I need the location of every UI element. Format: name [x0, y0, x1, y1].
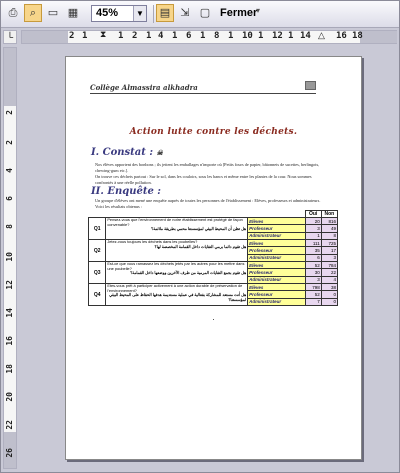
table-row	[89, 218, 338, 225]
section-heading-enquete: II. Enquête :	[91, 186, 161, 197]
ruler-label: 2	[5, 110, 14, 115]
ruler-label: 18	[352, 31, 363, 41]
indent-marker-icon[interactable]: ⧗	[100, 29, 107, 39]
column-header-no: Non	[321, 211, 337, 218]
tab-selector[interactable]: └	[3, 30, 17, 44]
multi-page-icon[interactable]: ▦	[67, 6, 79, 19]
toolbar-separator	[153, 5, 154, 23]
question-text: Est-ce que vous ramassez les déchets jetés par les autres pour les mettre dans une poubelle? هل تقوم بجمع النفايات المرمية من طرف الآخرين ووضعها داخل القمامة؟	[106, 262, 248, 284]
count-yes: 1	[305, 232, 321, 239]
respondent-category: Professeur	[248, 247, 305, 254]
count-yes: 30	[305, 269, 321, 276]
page-header	[90, 83, 316, 94]
respondent-category: Administrateur	[248, 298, 305, 305]
table-row	[89, 240, 338, 247]
ruler-label: 1	[172, 31, 178, 41]
ruler-label: 2	[5, 140, 14, 145]
ruler-label: 26	[5, 448, 14, 458]
table-row	[89, 262, 338, 269]
document-page[interactable]	[65, 56, 362, 460]
ruler-label: 1	[146, 31, 152, 41]
ruler-label: 12	[272, 31, 283, 41]
ruler-label: 10	[242, 31, 253, 41]
count-no: 784	[321, 262, 337, 269]
respondent-category: Elèves	[248, 284, 305, 291]
count-yes: 52	[305, 291, 321, 298]
count-no: 49	[321, 225, 337, 232]
chevron-down-icon[interactable]: ▼	[133, 6, 146, 21]
toolbar-grip[interactable]: ▾	[256, 6, 261, 15]
ruler-label: 22	[5, 420, 14, 430]
ruler-label: 4	[158, 31, 164, 41]
ruler-label: 16	[336, 31, 347, 41]
right-indent-icon[interactable]: △	[318, 30, 325, 40]
count-yes: 6	[305, 254, 321, 261]
paragraph: Un groupe d'élèves ont mené une enquête auprès de toutes les personnes de l'établissement : Elèves, professeurs et administrateurs. Voici les résultats obtenus :	[95, 198, 321, 209]
question-id: Q3	[89, 262, 106, 284]
paragraph: Nos élèves apportent des bonbons ; ils jettent les emballages n'importe où [Petits fours de papier, bâtonnets de sucettes, berlingots, chewing-gum etc.].	[95, 162, 320, 173]
ruler-label: 16	[5, 336, 14, 346]
question-id: Q4	[89, 284, 106, 306]
page-mark	[213, 319, 214, 320]
respondent-category: Administrateur	[248, 232, 305, 239]
ruler-label: 18	[5, 364, 14, 374]
vertical-ruler[interactable]	[3, 47, 17, 469]
ruler-label: 14	[300, 31, 311, 41]
ruler-margin-right	[360, 31, 397, 43]
count-no: 816	[321, 218, 337, 225]
ruler-margin-top	[4, 48, 16, 106]
count-yes: 798	[305, 284, 321, 291]
one-page-icon[interactable]: ▭	[47, 6, 59, 19]
print-icon[interactable]: ⎙	[8, 6, 18, 19]
count-yes: 3	[305, 276, 321, 283]
count-no: 22	[321, 269, 337, 276]
count-no: 17	[321, 247, 337, 254]
respondent-category: Elèves	[248, 240, 305, 247]
respondent-category: Professeur	[248, 225, 305, 232]
ruler-label: 20	[5, 392, 14, 402]
school-name: Collège Almassira alkhadra	[90, 83, 198, 92]
ruler-label: 1	[258, 31, 264, 41]
logo-icon	[305, 81, 316, 90]
question-text: Etes-vous prêt à participer activement à une action durable de préservation de l'environnement? هل أنت مستعد للمشاركة بفعالية في عملية مستديمة هدفها الحفاظ على المحيط البيئي لمؤسستنا؟	[106, 284, 248, 306]
ruler-label: 1	[118, 31, 124, 41]
view-ruler-icon[interactable]: ▤	[156, 4, 174, 22]
ruler-label: 1	[288, 31, 294, 41]
shrink-icon[interactable]: ⇲	[180, 6, 190, 19]
count-no: 0	[321, 298, 337, 305]
ruler-label: 1	[82, 31, 88, 41]
column-header-yes: Oui	[305, 211, 321, 218]
count-no: 3	[321, 254, 337, 261]
skull-icon: ☠	[156, 148, 163, 157]
horizontal-ruler[interactable]	[21, 30, 397, 44]
count-yes: 35	[305, 247, 321, 254]
question-id: Q2	[89, 240, 106, 262]
count-yes: 111	[305, 240, 321, 247]
ruler-label: 2	[132, 31, 138, 41]
count-yes: 3	[305, 225, 321, 232]
zoom-select[interactable]	[91, 5, 147, 22]
count-no: 0	[321, 291, 337, 298]
question-text: Pensez-vous que l'environnement de notre établissement est protégé de façon convenable? هل تظن أن المحيط البيئي لمؤسستنا محمي بطريقة ملائمة؟	[106, 218, 248, 240]
ruler-label: 6	[5, 196, 14, 201]
ruler-label: 4	[5, 168, 14, 173]
count-no: 4	[321, 276, 337, 283]
ruler-label: 1	[200, 31, 206, 41]
ruler-label: 10	[5, 252, 14, 262]
count-no: 38	[321, 284, 337, 291]
close-button[interactable]: Fermer	[220, 7, 258, 19]
count-yes: 20	[305, 218, 321, 225]
zoom-value: 45%	[96, 7, 119, 19]
document-title: Action lutte contre les déchets.	[129, 127, 298, 137]
ruler-label: 6	[186, 31, 192, 41]
table-row	[89, 284, 338, 291]
full-screen-icon[interactable]: ▢	[199, 6, 211, 19]
respondent-category: Professeur	[248, 291, 305, 298]
respondent-category: Elèves	[248, 262, 305, 269]
paragraph: On trouve ces déchets partout : Sur le sol, dans les couloirs, sous les bancs et même entre les plantes de la cour. Nous sommes confrontés à une réelle pollution.	[95, 174, 312, 185]
count-yes: 52	[305, 262, 321, 269]
ruler-label: 1	[228, 31, 234, 41]
respondent-category: Administrateur	[248, 276, 305, 283]
count-no: 8	[321, 232, 337, 239]
ruler-margin-left	[22, 31, 68, 43]
respondent-category: Elèves	[248, 218, 305, 225]
survey-table	[88, 210, 338, 306]
ruler-label: 8	[5, 224, 14, 229]
section-heading-constat: I. Constat : ☠	[91, 147, 163, 158]
count-no: 725	[321, 240, 337, 247]
ruler-label: 2	[69, 31, 75, 41]
ruler-label: 12	[5, 280, 14, 290]
question-id: Q1	[89, 218, 106, 240]
ruler-label: 8	[214, 31, 220, 41]
magnifier-icon[interactable]: ⌕	[24, 4, 42, 22]
question-text: Jetez-vous toujours les déchets dans les poubelles? هل تقوم دائما برمي النفايات داخل القمامة المخصصة لها؟	[106, 240, 248, 262]
respondent-category: Professeur	[248, 269, 305, 276]
respondent-category: Administrateur	[248, 254, 305, 261]
preview-toolbar	[1, 1, 399, 28]
ruler-label: 14	[5, 308, 14, 318]
count-yes: 7	[305, 298, 321, 305]
